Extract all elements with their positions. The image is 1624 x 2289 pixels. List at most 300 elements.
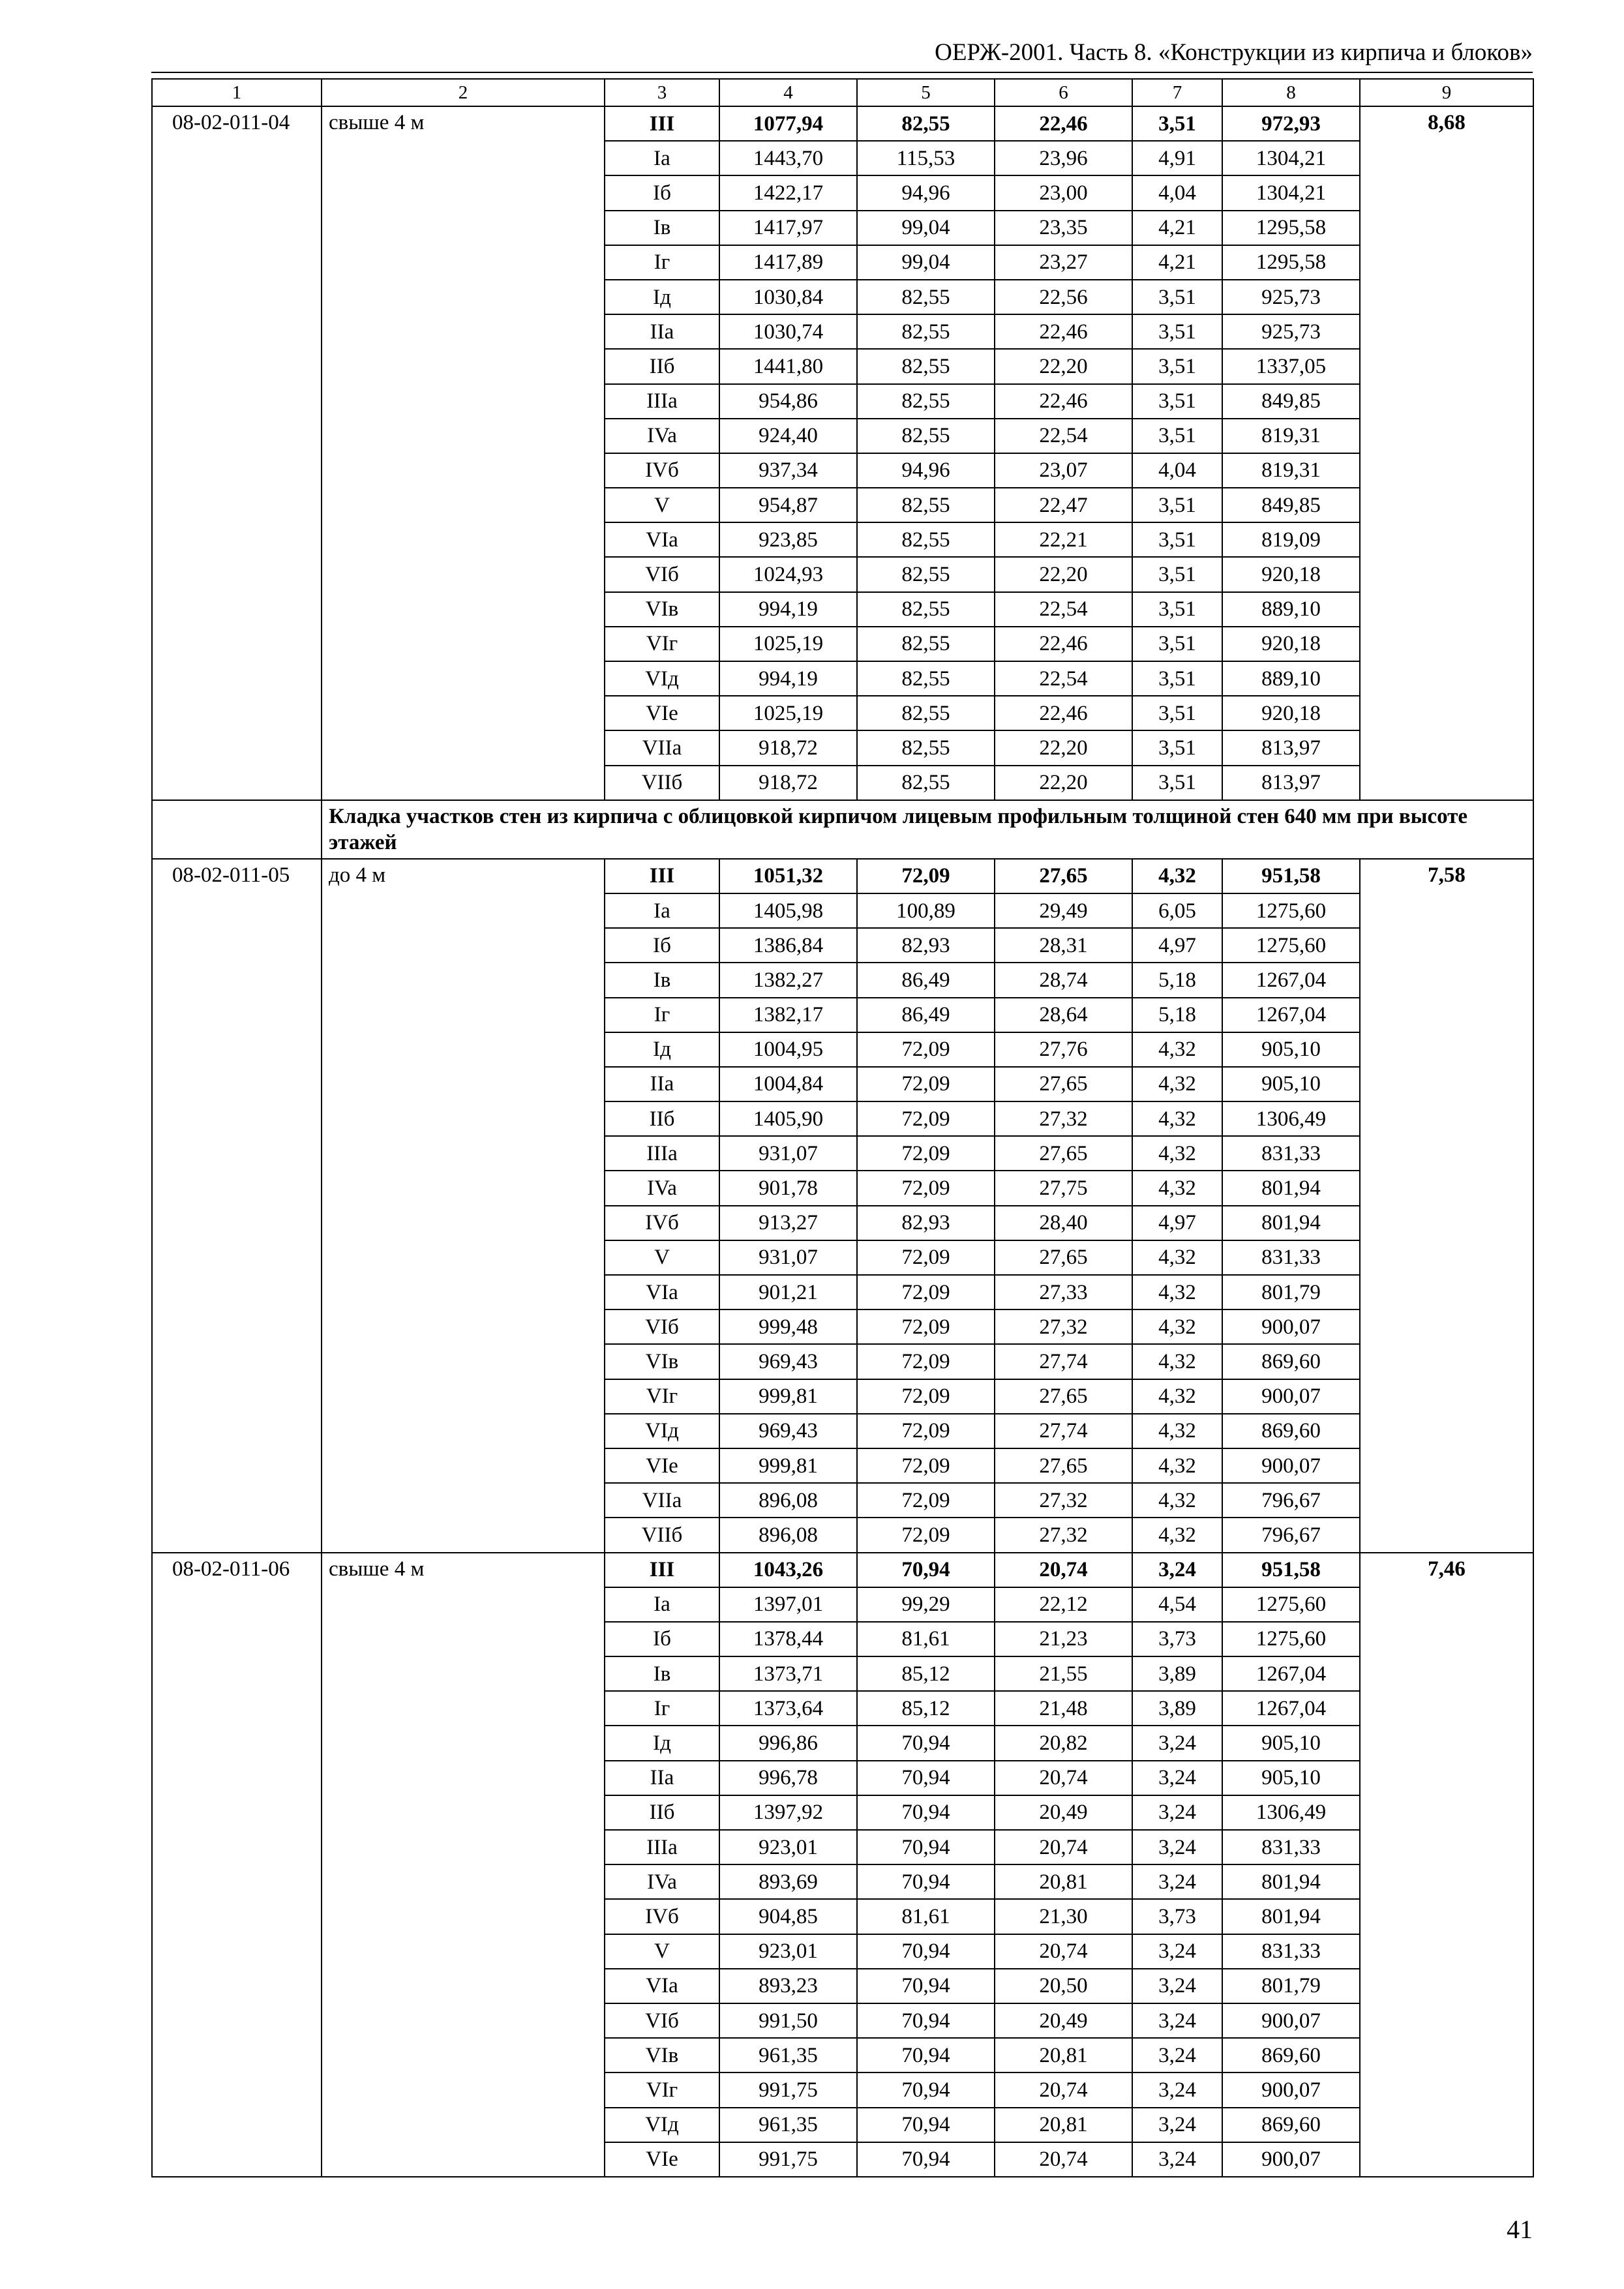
zone-cell: VIa	[605, 522, 719, 557]
value-cell: 1386,84	[719, 928, 857, 963]
value-cell: 849,85	[1222, 488, 1360, 522]
value-cell: 900,07	[1222, 2072, 1360, 2107]
value-cell: 72,09	[857, 1518, 995, 1552]
value-cell: 70,94	[857, 1969, 995, 2003]
value-cell: 4,32	[1132, 1483, 1222, 1518]
value-cell: 961,35	[719, 2108, 857, 2142]
value-cell: 27,74	[995, 1414, 1132, 1448]
value-cell: 27,76	[995, 1032, 1132, 1067]
value-cell: 1337,05	[1222, 349, 1360, 383]
rates-table	[151, 78, 1534, 2177]
value-cell: 70,94	[857, 1830, 995, 1864]
value-cell: 4,04	[1132, 175, 1222, 210]
column-number: 3	[605, 79, 719, 106]
value-cell: 4,32	[1132, 1275, 1222, 1309]
value-cell: 22,47	[995, 488, 1132, 522]
value-cell: 954,86	[719, 384, 857, 419]
value-cell: 27,65	[995, 1448, 1132, 1483]
value-cell: 831,33	[1222, 1934, 1360, 1969]
value-cell: 3,24	[1132, 1864, 1222, 1899]
zone-cell: VIIб	[605, 766, 719, 800]
zone-cell: Iб	[605, 1622, 719, 1656]
zone-cell: VIг	[605, 1379, 719, 1414]
value-cell: 20,49	[995, 2003, 1132, 2038]
value-cell: 951,58	[1222, 859, 1360, 893]
value-cell: 4,21	[1132, 245, 1222, 280]
value-cell: 5,18	[1132, 998, 1222, 1032]
value-cell: 70,94	[857, 1761, 995, 1795]
zone-cell: IIa	[605, 1067, 719, 1101]
zone-cell: Ia	[605, 1587, 719, 1622]
value-cell: 3,24	[1132, 1830, 1222, 1864]
value-cell: 801,94	[1222, 1864, 1360, 1899]
value-cell: 27,74	[995, 1344, 1132, 1379]
value-cell: 4,32	[1132, 1344, 1222, 1379]
value-cell: 889,10	[1222, 661, 1360, 696]
value-cell: 4,32	[1132, 1448, 1222, 1483]
value-cell: 1025,19	[719, 627, 857, 661]
value-cell: 22,56	[995, 280, 1132, 314]
value-cell: 1025,19	[719, 696, 857, 730]
value-cell: 1304,21	[1222, 175, 1360, 210]
value-cell: 70,94	[857, 2038, 995, 2072]
value-cell: 70,94	[857, 2108, 995, 2142]
value-cell: 86,49	[857, 998, 995, 1032]
value-cell: 27,65	[995, 1240, 1132, 1275]
value-cell: 4,21	[1132, 211, 1222, 245]
value-cell: 900,07	[1222, 1309, 1360, 1344]
value-cell: 20,74	[995, 1934, 1132, 1969]
value-cell: 22,54	[995, 419, 1132, 453]
value-cell: 1275,60	[1222, 893, 1360, 928]
value-cell: 3,51	[1132, 522, 1222, 557]
value-cell: 1397,92	[719, 1795, 857, 1830]
zone-cell: Ia	[605, 141, 719, 175]
zone-cell: VIe	[605, 1448, 719, 1483]
value-cell: 831,33	[1222, 1240, 1360, 1275]
value-cell: 82,55	[857, 280, 995, 314]
value-cell: 819,09	[1222, 522, 1360, 557]
value-cell: 72,09	[857, 1414, 995, 1448]
value-cell: 3,24	[1132, 1795, 1222, 1830]
value-cell: 86,49	[857, 963, 995, 997]
column-number: 5	[857, 79, 995, 106]
value-cell: 849,85	[1222, 384, 1360, 419]
zone-cell: VIг	[605, 627, 719, 661]
zone-cell: Iб	[605, 175, 719, 210]
zone-cell: IVб	[605, 1899, 719, 1934]
value-cell: 869,60	[1222, 2038, 1360, 2072]
value-cell: 3,73	[1132, 1622, 1222, 1656]
value-cell: 72,09	[857, 1379, 995, 1414]
zone-cell: Iг	[605, 245, 719, 280]
value-cell: 831,33	[1222, 1830, 1360, 1864]
value-cell: 1443,70	[719, 141, 857, 175]
value-cell: 72,09	[857, 1309, 995, 1344]
header-rule	[151, 72, 1533, 73]
value-cell: 1306,49	[1222, 1101, 1360, 1136]
section-row	[152, 800, 1533, 859]
page-number: 41	[1507, 2215, 1533, 2244]
labor-cost-cell: 7,58	[1360, 859, 1533, 1553]
item-name: до 4 м	[322, 859, 605, 1553]
section-spacer	[152, 800, 322, 859]
value-cell: 925,73	[1222, 280, 1360, 314]
zone-cell: VIa	[605, 1969, 719, 2003]
value-cell: 70,94	[857, 1795, 995, 1830]
value-cell: 20,81	[995, 2108, 1132, 2142]
value-cell: 813,97	[1222, 766, 1360, 800]
value-cell: 918,72	[719, 730, 857, 765]
value-cell: 991,50	[719, 2003, 857, 2038]
zone-cell: VIIa	[605, 730, 719, 765]
value-cell: 27,32	[995, 1518, 1132, 1552]
value-cell: 991,75	[719, 2072, 857, 2107]
value-cell: 23,00	[995, 175, 1132, 210]
value-cell: 4,97	[1132, 928, 1222, 963]
value-cell: 20,74	[995, 1830, 1132, 1864]
value-cell: 23,96	[995, 141, 1132, 175]
value-cell: 4,54	[1132, 1587, 1222, 1622]
value-cell: 900,07	[1222, 1379, 1360, 1414]
value-cell: 99,29	[857, 1587, 995, 1622]
value-cell: 869,60	[1222, 2108, 1360, 2142]
value-cell: 72,09	[857, 1483, 995, 1518]
value-cell: 893,69	[719, 1864, 857, 1899]
zone-cell: IIIa	[605, 384, 719, 419]
value-cell: 82,55	[857, 557, 995, 591]
value-cell: 22,46	[995, 314, 1132, 349]
value-cell: 3,24	[1132, 1553, 1222, 1587]
value-cell: 1382,27	[719, 963, 857, 997]
value-cell: 3,89	[1132, 1656, 1222, 1691]
zone-cell: Iг	[605, 1691, 719, 1726]
zone-cell: Iв	[605, 1656, 719, 1691]
value-cell: 82,93	[857, 928, 995, 963]
value-cell: 5,18	[1132, 963, 1222, 997]
value-cell: 70,94	[857, 1726, 995, 1760]
value-cell: 3,89	[1132, 1691, 1222, 1726]
value-cell: 1267,04	[1222, 963, 1360, 997]
zone-cell: VIa	[605, 1275, 719, 1309]
column-number: 1	[152, 79, 322, 106]
value-cell: 1267,04	[1222, 1656, 1360, 1691]
zone-cell: IIa	[605, 314, 719, 349]
value-cell: 999,81	[719, 1379, 857, 1414]
value-cell: 1051,32	[719, 859, 857, 893]
value-cell: 889,10	[1222, 592, 1360, 627]
value-cell: 3,24	[1132, 2038, 1222, 2072]
value-cell: 3,24	[1132, 2108, 1222, 2142]
zone-cell: III	[605, 106, 719, 141]
value-cell: 72,09	[857, 1101, 995, 1136]
value-cell: 22,46	[995, 696, 1132, 730]
value-cell: 931,07	[719, 1136, 857, 1171]
value-cell: 1304,21	[1222, 141, 1360, 175]
value-cell: 22,20	[995, 766, 1132, 800]
section-title: Кладка участков стен из кирпича с облицовкой кирпичом лицевым профильным толщиной стен 640 мм при высоте этажей	[322, 800, 1533, 859]
value-cell: 70,94	[857, 2072, 995, 2107]
value-cell: 923,01	[719, 1830, 857, 1864]
value-cell: 20,74	[995, 1553, 1132, 1587]
value-cell: 72,09	[857, 1171, 995, 1205]
value-cell: 20,74	[995, 2142, 1132, 2177]
value-cell: 969,43	[719, 1414, 857, 1448]
value-cell: 999,48	[719, 1309, 857, 1344]
value-cell: 905,10	[1222, 1032, 1360, 1067]
value-cell: 819,31	[1222, 453, 1360, 488]
value-cell: 3,51	[1132, 766, 1222, 800]
value-cell: 869,60	[1222, 1344, 1360, 1379]
value-cell: 27,32	[995, 1101, 1132, 1136]
value-cell: 905,10	[1222, 1067, 1360, 1101]
value-cell: 22,46	[995, 627, 1132, 661]
zone-cell: Iд	[605, 1726, 719, 1760]
value-cell: 896,08	[719, 1518, 857, 1552]
value-cell: 3,24	[1132, 1726, 1222, 1760]
value-cell: 4,32	[1132, 1067, 1222, 1101]
value-cell: 23,27	[995, 245, 1132, 280]
value-cell: 82,55	[857, 661, 995, 696]
table-row	[152, 1553, 1533, 1587]
value-cell: 961,35	[719, 2038, 857, 2072]
zone-cell: Ia	[605, 893, 719, 928]
value-cell: 4,32	[1132, 859, 1222, 893]
zone-cell: VIг	[605, 2072, 719, 2107]
item-code: 08-02-011-06	[152, 1553, 322, 2177]
value-cell: 831,33	[1222, 1136, 1360, 1171]
value-cell: 72,09	[857, 1240, 995, 1275]
value-cell: 920,18	[1222, 627, 1360, 661]
value-cell: 28,31	[995, 928, 1132, 963]
zone-cell: VIв	[605, 592, 719, 627]
value-cell: 1378,44	[719, 1622, 857, 1656]
value-cell: 22,46	[995, 106, 1132, 141]
value-cell: 72,09	[857, 1275, 995, 1309]
value-cell: 82,55	[857, 592, 995, 627]
value-cell: 82,93	[857, 1206, 995, 1240]
zone-cell: V	[605, 1934, 719, 1969]
zone-cell: VIIб	[605, 1518, 719, 1552]
value-cell: 29,49	[995, 893, 1132, 928]
value-cell: 1275,60	[1222, 1587, 1360, 1622]
value-cell: 796,67	[1222, 1483, 1360, 1518]
value-cell: 4,32	[1132, 1171, 1222, 1205]
value-cell: 100,89	[857, 893, 995, 928]
value-cell: 3,51	[1132, 730, 1222, 765]
value-cell: 896,08	[719, 1483, 857, 1518]
value-cell: 20,82	[995, 1726, 1132, 1760]
value-cell: 4,97	[1132, 1206, 1222, 1240]
zone-cell: V	[605, 1240, 719, 1275]
value-cell: 4,32	[1132, 1414, 1222, 1448]
value-cell: 72,09	[857, 859, 995, 893]
value-cell: 937,34	[719, 453, 857, 488]
value-cell: 1030,84	[719, 280, 857, 314]
value-cell: 913,27	[719, 1206, 857, 1240]
value-cell: 82,55	[857, 314, 995, 349]
value-cell: 82,55	[857, 349, 995, 383]
value-cell: 82,55	[857, 627, 995, 661]
zone-cell: V	[605, 488, 719, 522]
page-header-title: ОЕРЖ-2001. Часть 8. «Конструкции из кирпича и блоков»	[935, 39, 1533, 66]
value-cell: 27,65	[995, 1379, 1132, 1414]
value-cell: 4,32	[1132, 1379, 1222, 1414]
value-cell: 905,10	[1222, 1761, 1360, 1795]
value-cell: 82,55	[857, 419, 995, 453]
value-cell: 82,55	[857, 384, 995, 419]
value-cell: 4,32	[1132, 1101, 1222, 1136]
labor-cost-cell: 8,68	[1360, 106, 1533, 800]
value-cell: 3,51	[1132, 419, 1222, 453]
column-number: 4	[719, 79, 857, 106]
zone-cell: Iв	[605, 963, 719, 997]
value-cell: 1004,84	[719, 1067, 857, 1101]
item-code: 08-02-011-04	[152, 106, 322, 800]
value-cell: 1441,80	[719, 349, 857, 383]
column-number: 9	[1360, 79, 1533, 106]
zone-cell: IVб	[605, 1206, 719, 1240]
value-cell: 923,85	[719, 522, 857, 557]
value-cell: 801,79	[1222, 1969, 1360, 2003]
zone-cell: Iд	[605, 280, 719, 314]
value-cell: 70,94	[857, 2003, 995, 2038]
column-number: 7	[1132, 79, 1222, 106]
value-cell: 999,81	[719, 1448, 857, 1483]
value-cell: 925,73	[1222, 314, 1360, 349]
value-cell: 22,54	[995, 661, 1132, 696]
value-cell: 1306,49	[1222, 1795, 1360, 1830]
value-cell: 901,78	[719, 1171, 857, 1205]
value-cell: 85,12	[857, 1656, 995, 1691]
value-cell: 901,21	[719, 1275, 857, 1309]
zone-cell: Iг	[605, 998, 719, 1032]
value-cell: 900,07	[1222, 2003, 1360, 2038]
value-cell: 4,32	[1132, 1032, 1222, 1067]
value-cell: 22,21	[995, 522, 1132, 557]
column-number: 6	[995, 79, 1132, 106]
value-cell: 3,24	[1132, 1934, 1222, 1969]
zone-cell: Iд	[605, 1032, 719, 1067]
value-cell: 1422,17	[719, 175, 857, 210]
value-cell: 4,91	[1132, 141, 1222, 175]
value-cell: 20,81	[995, 2038, 1132, 2072]
value-cell: 28,64	[995, 998, 1132, 1032]
value-cell: 21,23	[995, 1622, 1132, 1656]
value-cell: 27,32	[995, 1483, 1132, 1518]
value-cell: 70,94	[857, 1864, 995, 1899]
value-cell: 20,74	[995, 1761, 1132, 1795]
value-cell: 20,49	[995, 1795, 1132, 1830]
value-cell: 20,50	[995, 1969, 1132, 2003]
value-cell: 70,94	[857, 1553, 995, 1587]
value-cell: 3,51	[1132, 384, 1222, 419]
value-cell: 931,07	[719, 1240, 857, 1275]
value-cell: 72,09	[857, 1344, 995, 1379]
value-cell: 23,35	[995, 211, 1132, 245]
value-cell: 923,01	[719, 1934, 857, 1969]
value-cell: 4,04	[1132, 453, 1222, 488]
zone-cell: IVa	[605, 419, 719, 453]
value-cell: 82,55	[857, 522, 995, 557]
value-cell: 1295,58	[1222, 211, 1360, 245]
value-cell: 1405,98	[719, 893, 857, 928]
value-cell: 28,74	[995, 963, 1132, 997]
value-cell: 1267,04	[1222, 1691, 1360, 1726]
value-cell: 924,40	[719, 419, 857, 453]
value-cell: 27,33	[995, 1275, 1132, 1309]
value-cell: 22,12	[995, 1587, 1132, 1622]
value-cell: 3,24	[1132, 1969, 1222, 2003]
value-cell: 813,97	[1222, 730, 1360, 765]
value-cell: 796,67	[1222, 1518, 1360, 1552]
value-cell: 3,24	[1132, 2072, 1222, 2107]
zone-cell: Iв	[605, 211, 719, 245]
value-cell: 801,94	[1222, 1899, 1360, 1934]
value-cell: 801,94	[1222, 1171, 1360, 1205]
value-cell: 70,94	[857, 1934, 995, 1969]
value-cell: 1405,90	[719, 1101, 857, 1136]
value-cell: 94,96	[857, 175, 995, 210]
value-cell: 3,51	[1132, 106, 1222, 141]
table-row	[152, 106, 1533, 141]
value-cell: 3,51	[1132, 557, 1222, 591]
value-cell: 3,73	[1132, 1899, 1222, 1934]
zone-cell: VIв	[605, 2038, 719, 2072]
value-cell: 115,53	[857, 141, 995, 175]
value-cell: 1295,58	[1222, 245, 1360, 280]
zone-cell: III	[605, 1553, 719, 1587]
column-number: 8	[1222, 79, 1360, 106]
value-cell: 801,94	[1222, 1206, 1360, 1240]
value-cell: 3,51	[1132, 592, 1222, 627]
zone-cell: IIa	[605, 1761, 719, 1795]
value-cell: 1275,60	[1222, 1622, 1360, 1656]
value-cell: 22,20	[995, 730, 1132, 765]
column-number: 2	[322, 79, 605, 106]
value-cell: 951,58	[1222, 1553, 1360, 1587]
zone-cell: VIб	[605, 2003, 719, 2038]
value-cell: 3,51	[1132, 696, 1222, 730]
value-cell: 1267,04	[1222, 998, 1360, 1032]
value-cell: 82,55	[857, 106, 995, 141]
labor-cost-cell: 7,46	[1360, 1553, 1533, 2177]
value-cell: 21,55	[995, 1656, 1132, 1691]
value-cell: 3,51	[1132, 280, 1222, 314]
value-cell: 920,18	[1222, 557, 1360, 591]
value-cell: 3,51	[1132, 488, 1222, 522]
value-cell: 969,43	[719, 1344, 857, 1379]
value-cell: 1030,74	[719, 314, 857, 349]
value-cell: 905,10	[1222, 1726, 1360, 1760]
value-cell: 4,32	[1132, 1136, 1222, 1171]
zone-cell: IIIa	[605, 1830, 719, 1864]
value-cell: 72,09	[857, 1032, 995, 1067]
value-cell: 920,18	[1222, 696, 1360, 730]
zone-cell: IIб	[605, 1101, 719, 1136]
value-cell: 972,93	[1222, 106, 1360, 141]
value-cell: 3,24	[1132, 2003, 1222, 2038]
value-cell: 21,48	[995, 1691, 1132, 1726]
value-cell: 954,87	[719, 488, 857, 522]
item-name: свыше 4 м	[322, 106, 605, 800]
value-cell: 1077,94	[719, 106, 857, 141]
value-cell: 1382,17	[719, 998, 857, 1032]
value-cell: 20,81	[995, 1864, 1132, 1899]
value-cell: 1043,26	[719, 1553, 857, 1587]
value-cell: 21,30	[995, 1899, 1132, 1934]
value-cell: 1024,93	[719, 557, 857, 591]
